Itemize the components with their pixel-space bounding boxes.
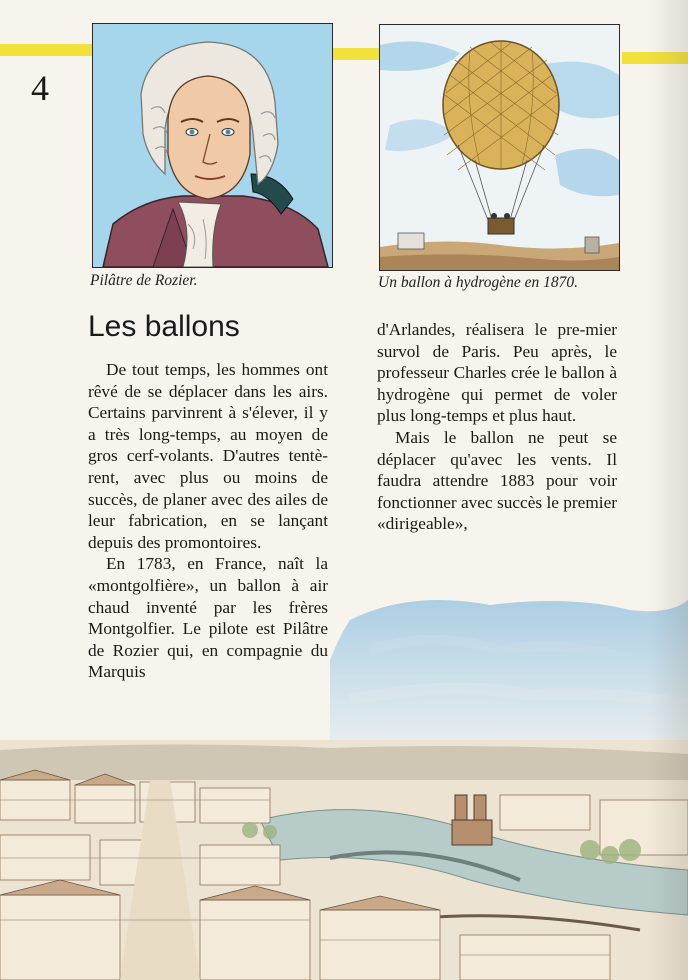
- page-edge-shadow: [648, 0, 688, 980]
- balloon-caption: Un ballon à hydrogène en 1870.: [378, 274, 579, 291]
- portrait-caption: Pilâtre de Rozier.: [90, 272, 198, 289]
- left-paragraph: De tout temps, les hommes ont rêvé de se déplacer dans les airs. Certains parvinrent à s'élever, il y a très long-temps, au moyen de gros cerf-volants. D'autres tentè-rent, avec plus ou moins de succès, de planer avec des ailes de leur fabrication, en se lançant depuis des promontoires.: [88, 360, 328, 552]
- yellow-band-left: [0, 44, 92, 56]
- balloon-illustration: [379, 24, 620, 271]
- left-paragraph: En 1783, en France, naît la «montgolfière», un ballon à air chaud inventé par les frères Montgolfier. Le pilote est Pilâtre de Rozier qui, en compagnie du Marquis: [88, 554, 328, 682]
- page-title: Les ballons: [88, 310, 240, 343]
- yellow-band-middle: [333, 48, 381, 60]
- page-number: 4: [31, 68, 49, 108]
- right-paragraph: Mais le ballon ne peut se déplacer qu'avec les vents. Il faudra attendre 1883 pour voir fonctionner avec succès le premier «dirigeable»,: [377, 427, 617, 534]
- balloon-drawing: [380, 25, 619, 270]
- sky-watercolor: [330, 590, 688, 750]
- left-column: [88, 359, 328, 683]
- portrait-illustration: [92, 23, 333, 268]
- paris-panorama: [0, 740, 688, 980]
- right-column: [377, 319, 617, 535]
- right-paragraph: d'Arlandes, réalisera le pre-mier survol de Paris. Peu après, le professeur Charles crée le ballon à hydrogène qui permet de voler plus long-temps et plus haut.: [377, 320, 617, 426]
- portrait-drawing: [93, 24, 332, 267]
